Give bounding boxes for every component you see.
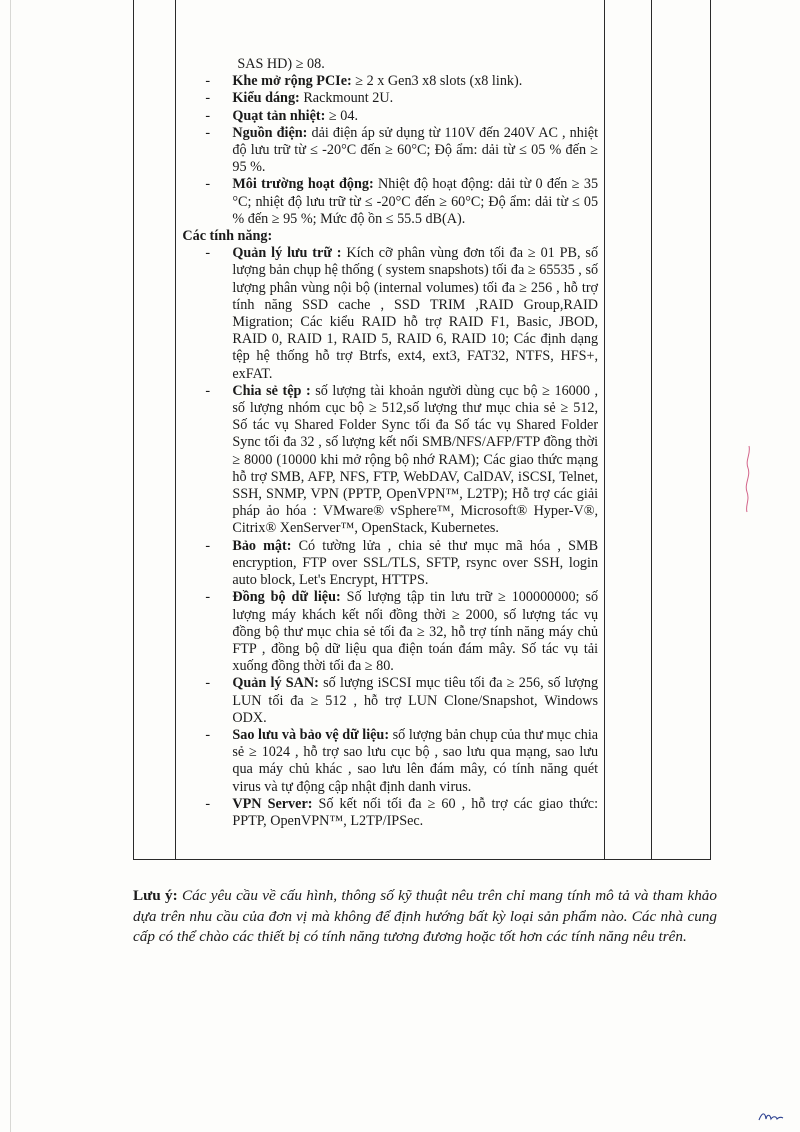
item-label: Môi trường hoạt động: [232,176,374,193]
list-item [182,90,598,107]
list-item [182,383,598,538]
item-text: ≥ 2 x Gen3 x8 slots (x8 link). [351,73,523,90]
spec-cell [176,0,605,860]
item-label: Đồng bộ dữ liệu: [232,589,341,606]
item-text: số lượng bản chụp của thư mục chia sẻ ≥ 1024 , hỗ trợ sao lưu cục bộ , sao lưu qua mạng, sao lưu qua máy chủ khác , sao lưu lên đám mây, có tính năng quét virus và tự động cập nhật định danh virus. [232,726,599,795]
item-label: Quản lý lưu trữ : [232,245,342,262]
list-item [182,538,598,590]
features-list [182,245,598,830]
features-heading: Các tính năng: [182,228,273,245]
item-label: Bảo mật: [232,537,292,554]
list-item [182,675,598,727]
table-row [134,0,711,860]
bullet-dash: - [205,795,211,812]
page-edge [10,0,11,1132]
bullet-dash: - [205,726,211,743]
item-text: dải điện áp sử dụng từ 110V đến 240V AC , nhiệt độ lưu trữ từ ≤ -20°C đến ≥ 60°C; Độ ẩm: dải từ ≤ 05 % đến ≥ 95 %. [232,124,599,176]
item-label: Quản lý SAN: [232,675,319,692]
list-item [182,176,598,228]
spec-table [133,0,711,860]
item-text: số lượng tài khoản người dùng cục bộ ≥ 16000 , số lượng nhóm cục bộ ≥ 512,số lượng thư mục chia sẻ ≥ 512, Số tác vụ Shared Folder Sync tối đa Số tác vụ Shared Folder Sync tối đa 32 , số lượng kết nối SMB/NFS/AFP/FTP đồng thời ≥ 8000 (10000 khi mở rộng bộ nhớ RAM); Các giao thức mạng hỗ trợ SMB, AFP, NFS, FTP, WebDAV, CalDAV, iSCSI, Telnet, SSH, SNMP, VPN (PPTP, OpenVPN™, L2TP); Hỗ trợ các giải pháp ảo hóa : VMware® vSphere™, Microsoft® Hyper-V®, Citrix® XenServer™, OpenStack, Kubernetes. [232,382,599,537]
item-text: Nhiệt độ hoạt động: dải từ 0 đến ≥ 35 °C; nhiệt độ lưu trữ từ ≤ -20°C đến ≥ 60°C; Độ ẩm: dải từ ≤ 05 % đến ≥ 95 %; Mức độ ồn ≤ 55.5 dB(A). [232,176,599,227]
item-label: Khe mở rộng PCIe: [232,73,352,90]
note-lead: Lưu ý: [133,887,178,904]
unit-cell [605,0,652,860]
note-body: Các yêu cầu về cấu hình, thông số kỹ thuật nêu trên chỉ mang tính mô tả và tham khảo dựa trên nhu cầu của đơn vị mà không để định hướng bất kỳ loại sản phẩm nào. Các nhà cung cấp có thể chào các thiết bị có tính năng tương đương hoặc tốt hơn các tính năng nêu trên. [133,887,717,946]
item-label: Nguồn điện: [232,124,308,141]
list-item [182,73,598,90]
continuation-line: SAS HD) ≥ 08. [237,56,325,72]
note-paragraph [133,886,717,948]
item-text: số lượng iSCSI mục tiêu tối đa ≥ 256, số lượng LUN tối đa ≥ 512 , hỗ trợ LUN Clone/Snapshot, Windows ODX. [232,675,599,726]
red-ink-mark [741,444,753,514]
item-text: ≥ 04. [325,107,358,124]
list-item [182,796,598,830]
bullet-dash: - [205,107,211,124]
item-text: Có tường lửa , chia sẻ thư mục mã hóa , SMB encryption, FTP over SSL/TLS, SFTP, rsync over SSH, login auto block, Let's Encrypt, HTTPS. [232,537,599,589]
bullet-dash: - [205,589,211,606]
item-text: Kích cỡ phân vùng đơn tối đa ≥ 01 PB, số lượng bản chụp hệ thống ( system snapshots) tối đa ≥ 65535 , số lượng phân vùng nội bộ (internal volumes) tối đa ≥ 256 , hỗ trợ tính năng SSD cache , SSD TRIM ,RAID Group,RAID Migration; Các kiểu RAID hỗ trợ RAID F1, Basic, JBOD, RAID 0, RAID 1, RAID 5, RAID 6, RAID 10; Các định dạng tệp hệ thống hỗ trợ Btrfs, ext4, ext3, FAT32, NTFS, HFS+, exFAT. [232,245,599,382]
list-item [182,727,598,796]
bullet-dash: - [205,124,211,141]
item-text: Số lượng tập tin lưu trữ ≥ 100000000; số lượng máy khách kết nối đồng thời ≥ 2000, số lượng tác vụ đồng bộ thư mục chia sẻ tối đa ≥ 32, hỗ trợ tính năng máy chủ FTP , đồng bộ dữ liệu qua điện toán đám mây. Số tác vụ tải xuống đồng thời tối đa ≥ 80. [232,589,599,675]
quantity-cell [652,0,711,860]
list-item [182,125,598,177]
signature-mark [757,1110,785,1124]
bullet-dash: - [205,382,211,399]
item-label: Kiểu dáng: [232,90,300,107]
bullet-dash: - [205,537,211,554]
hardware-list [182,73,598,228]
item-label: Quạt tản nhiệt: [232,107,326,124]
item-text: Số kết nối tối đa ≥ 60 , hỗ trợ các giao thức: PPTP, OpenVPN™, L2TP/IPSec. [232,795,599,829]
list-item [182,589,598,675]
bullet-dash: - [205,245,211,262]
bullet-dash: - [205,675,211,692]
list-item [182,245,598,383]
stt-cell [134,0,176,860]
item-label: Sao lưu và bảo vệ dữ liệu: [232,726,390,743]
item-label: VPN Server: [232,795,313,812]
bullet-dash: - [205,90,211,107]
list-item [182,108,598,125]
bullet-dash: - [205,176,211,193]
bullet-dash: - [205,73,211,90]
item-label: Chia sẻ tệp : [232,382,311,399]
item-text: Rackmount 2U. [299,90,394,107]
